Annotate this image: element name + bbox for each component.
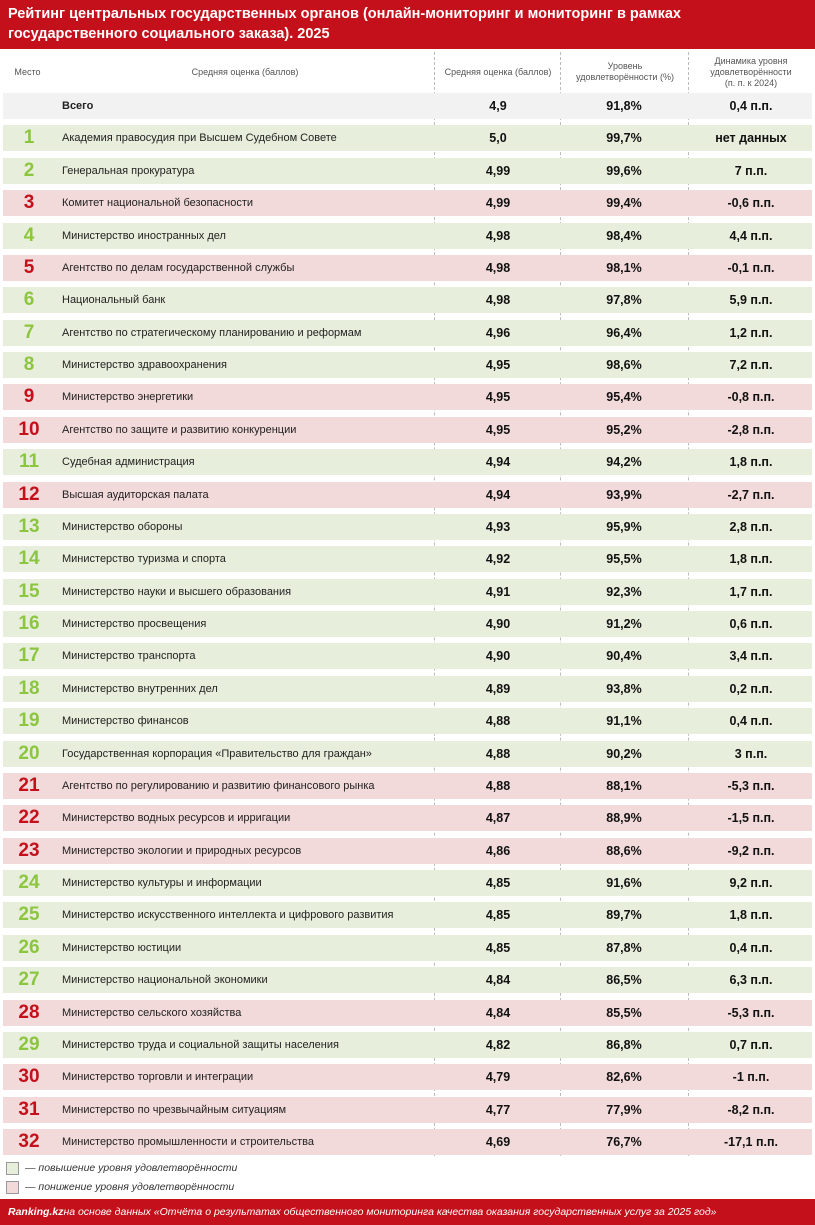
header-dynamics-main: Динамика уровня удовлетворённости	[710, 55, 792, 77]
rank-number: 28	[18, 1001, 40, 1023]
table-row	[3, 1032, 812, 1058]
table-row	[3, 320, 812, 346]
satisfaction-level: 99,6%	[606, 163, 642, 178]
rank-number: 15	[18, 580, 40, 602]
satisfaction-level: 82,6%	[606, 1070, 642, 1085]
average-score: 4,98	[485, 260, 511, 275]
agency-name: Министерство обороны	[62, 520, 183, 533]
agency-name: Агентство по стратегическому планированию и реформам	[62, 326, 362, 339]
satisfaction-level: 91,8%	[606, 99, 642, 113]
agency-name: Министерство финансов	[62, 715, 189, 728]
average-score: 4,87	[485, 811, 511, 826]
rank-number: 7	[23, 321, 35, 343]
satisfaction-dynamics: 1,2 п.п.	[729, 325, 773, 340]
satisfaction-level: 98,4%	[606, 228, 642, 243]
agency-name: Министерство транспорта	[62, 650, 196, 663]
header-dynamics	[690, 52, 812, 92]
agency-name: Высшая аудиторская палата	[62, 488, 209, 501]
rank-number: 20	[18, 742, 40, 764]
rank-number: 22	[18, 807, 40, 829]
satisfaction-level: 98,6%	[606, 358, 642, 372]
agency-name: Генеральная прокуратура	[62, 164, 195, 177]
rank-number: 26	[18, 936, 40, 958]
rank-number: 6	[23, 289, 35, 311]
legend-down	[6, 1179, 234, 1195]
agency-name: Министерство просвещения	[62, 618, 207, 630]
satisfaction-level: 90,2%	[606, 746, 642, 761]
satisfaction-dynamics: 0,7 п.п.	[729, 1037, 773, 1052]
average-score: 4,96	[485, 325, 511, 340]
average-score: 4,88	[485, 714, 511, 729]
agency-name: Министерство водных ресурсов и ирригации	[62, 812, 291, 825]
table-row	[3, 1064, 812, 1090]
rank-number: 29	[18, 1033, 40, 1055]
footer-source: на основе данных «Отчёта о результатах общественного мониторинга качества оказания государственных услуг за 2025 год»	[63, 1206, 717, 1218]
satisfaction-level: 91,6%	[606, 876, 642, 890]
agency-name: Государственная корпорация «Правительство для граждан»	[62, 747, 372, 760]
satisfaction-level: 85,5%	[606, 1005, 642, 1020]
satisfaction-level: 77,9%	[606, 1102, 642, 1117]
average-score: 4,95	[485, 422, 511, 437]
table-row	[3, 287, 812, 313]
table-row	[3, 579, 812, 605]
table-row	[3, 482, 812, 508]
average-score: 4,95	[485, 390, 511, 405]
table-row	[3, 935, 812, 961]
average-score: 4,84	[485, 1005, 511, 1020]
agency-name: Министерство экологии и природных ресурсов	[62, 844, 302, 857]
satisfaction-dynamics: -8,2 п.п.	[727, 1102, 775, 1117]
rank-number: 21	[18, 774, 40, 796]
average-score: 4,92	[485, 552, 511, 567]
agency-name: Агентство по регулированию и развитию финансового рынка	[62, 779, 375, 792]
satisfaction-dynamics: -0,8 п.п.	[727, 390, 775, 405]
satisfaction-level: 99,4%	[606, 196, 642, 211]
header-satisfaction: Уровень удовлетворённости (%)	[576, 61, 674, 82]
satisfaction-dynamics: 0,4 п.п.	[729, 940, 773, 955]
table-row	[3, 967, 812, 993]
rank-number: 31	[18, 1098, 40, 1120]
satisfaction-dynamics: 0,2 п.п.	[729, 681, 773, 696]
rank-number: 32	[18, 1131, 40, 1152]
rank-number: 10	[18, 418, 40, 440]
agency-name: Комитет национальной безопасности	[62, 197, 254, 210]
rank-number: 16	[18, 613, 40, 634]
satisfaction-level: 88,9%	[606, 811, 642, 826]
source-footer	[0, 1199, 815, 1225]
satisfaction-dynamics: -5,3 п.п.	[727, 1005, 775, 1020]
satisfaction-dynamics: нет данных	[715, 131, 787, 146]
average-score: 4,82	[485, 1037, 511, 1052]
table-row	[3, 223, 812, 249]
satisfaction-level: 91,1%	[606, 714, 642, 729]
average-score: 4,88	[485, 746, 511, 761]
satisfaction-dynamics: -2,8 п.п.	[727, 422, 775, 437]
rank-number: 5	[23, 256, 35, 278]
satisfaction-level: 87,8%	[606, 940, 642, 955]
table-row	[3, 417, 812, 443]
agency-name: Агентство по делам государственной службы	[62, 261, 295, 274]
rank-number: 23	[18, 839, 40, 861]
average-score: 4,84	[485, 973, 511, 988]
average-score: 4,94	[485, 455, 511, 470]
satisfaction-dynamics: 0,4 п.п.	[729, 99, 773, 113]
agency-name: Министерство торговли и интеграции	[62, 1071, 254, 1084]
satisfaction-level: 93,8%	[606, 681, 642, 696]
rank-number: 4	[23, 224, 35, 246]
average-score: 4,94	[485, 487, 511, 502]
header-name: Средняя оценка (баллов)	[191, 66, 299, 77]
agency-name: Министерство сельского хозяйства	[62, 1006, 242, 1019]
satisfaction-dynamics: 2,8 п.п.	[729, 519, 773, 534]
header-place: Место	[14, 66, 41, 77]
average-score: 4,85	[485, 940, 511, 955]
satisfaction-level: 99,7%	[606, 131, 642, 146]
rank-number: 2	[23, 159, 35, 181]
satisfaction-level: 88,1%	[606, 778, 642, 793]
agency-name: Судебная администрация	[62, 456, 195, 469]
total-row	[3, 93, 812, 119]
rank-number: 9	[23, 386, 35, 408]
satisfaction-dynamics: 0,4 п.п.	[729, 714, 773, 729]
table-row	[3, 546, 812, 572]
agency-name: Министерство юстиции	[62, 941, 182, 954]
satisfaction-level: 88,6%	[606, 843, 642, 858]
rank-number: 8	[23, 354, 35, 375]
satisfaction-dynamics: -0,6 п.п.	[727, 196, 775, 211]
table-row	[3, 676, 812, 702]
satisfaction-dynamics: 0,6 п.п.	[729, 617, 773, 631]
satisfaction-level: 90,4%	[606, 649, 642, 664]
average-score: 4,88	[485, 778, 511, 793]
satisfaction-dynamics: 7,2 п.п.	[729, 358, 773, 372]
agency-name: Министерство внутренних дел	[62, 682, 218, 695]
agency-name: Министерство труда и социальной защиты населения	[62, 1038, 339, 1051]
table-row	[3, 611, 812, 637]
table-row	[3, 1129, 812, 1155]
satisfaction-dynamics: 1,8 п.п.	[729, 455, 773, 470]
table-row	[3, 158, 812, 184]
chart-title: Рейтинг центральных государственных органов (онлайн-мониторинг и мониторинг в рамках государственного социального заказа). 2025	[0, 0, 815, 49]
satisfaction-dynamics: 7 п.п.	[734, 163, 768, 178]
satisfaction-dynamics: 3 п.п.	[734, 746, 768, 761]
table-row	[3, 805, 812, 831]
table-row	[3, 190, 812, 216]
table-row	[3, 870, 812, 896]
table-row	[3, 449, 812, 475]
rank-number: 14	[18, 548, 40, 570]
average-score: 4,99	[485, 163, 511, 178]
table-row	[3, 255, 812, 281]
average-score: 4,91	[485, 584, 511, 599]
table-row	[3, 773, 812, 799]
table-row	[3, 741, 812, 767]
average-score: 4,69	[485, 1135, 511, 1149]
satisfaction-level: 89,7%	[606, 908, 642, 923]
satisfaction-dynamics: -5,3 п.п.	[727, 778, 775, 793]
satisfaction-dynamics: 1,7 п.п.	[729, 584, 773, 599]
satisfaction-dynamics: -2,7 п.п.	[727, 487, 775, 502]
satisfaction-level: 96,4%	[606, 325, 642, 340]
satisfaction-dynamics: 1,8 п.п.	[729, 908, 773, 923]
table-row	[3, 1000, 812, 1026]
agency-name: Министерство энергетики	[62, 391, 194, 404]
average-score: 4,90	[485, 649, 511, 664]
agency-name: Министерство промышленности и строительства	[62, 1136, 314, 1148]
satisfaction-dynamics: 1,8 п.п.	[729, 552, 773, 567]
satisfaction-level: 95,5%	[606, 552, 642, 567]
legend-down-swatch	[6, 1181, 19, 1194]
satisfaction-dynamics: -1,5 п.п.	[727, 811, 775, 826]
legend-up-label: — повышение уровня удовлетворённости	[25, 1162, 238, 1174]
agency-name: Министерство культуры и информации	[62, 877, 262, 889]
satisfaction-dynamics: 3,4 п.п.	[729, 649, 773, 664]
agency-name: Министерство по чрезвычайным ситуациям	[62, 1103, 287, 1116]
satisfaction-dynamics: -9,2 п.п.	[727, 843, 775, 858]
satisfaction-level: 95,4%	[606, 390, 642, 405]
header-dynamics-unit: (п. п. к 2024)	[724, 77, 778, 88]
agency-name: Министерство иностранных дел	[62, 229, 226, 242]
satisfaction-level: 86,5%	[606, 973, 642, 988]
table-row	[3, 384, 812, 410]
average-score: 4,77	[485, 1102, 511, 1117]
satisfaction-dynamics: 5,9 п.п.	[729, 293, 773, 308]
rank-number: 3	[23, 192, 35, 214]
rank-number: 11	[18, 451, 40, 473]
average-score: 4,99	[485, 196, 511, 211]
average-score: 4,98	[485, 293, 511, 308]
table-row	[3, 1097, 812, 1123]
agency-name: Министерство искусственного интеллекта и цифрового развития	[62, 909, 394, 922]
rank-number	[3, 93, 55, 119]
average-score: 5,0	[489, 131, 507, 146]
agency-name: Министерство здравоохранения	[62, 359, 227, 371]
table-row	[3, 125, 812, 151]
rank-number: 27	[18, 969, 40, 991]
average-score: 4,93	[485, 519, 511, 534]
agency-name: Министерство науки и высшего образования	[62, 585, 292, 598]
average-score: 4,85	[485, 908, 511, 923]
satisfaction-dynamics: -17,1 п.п.	[723, 1135, 778, 1149]
satisfaction-level: 76,7%	[606, 1135, 642, 1149]
average-score: 4,90	[485, 617, 511, 631]
average-score: 4,85	[485, 876, 511, 890]
average-score: 4,95	[485, 358, 511, 372]
agency-name: Национальный банк	[62, 294, 166, 307]
satisfaction-dynamics: 4,4 п.п.	[729, 228, 773, 243]
satisfaction-level: 93,9%	[606, 487, 642, 502]
rank-number: 30	[18, 1066, 40, 1088]
average-score: 4,9	[489, 99, 507, 113]
satisfaction-level: 91,2%	[606, 617, 642, 631]
satisfaction-level: 95,2%	[606, 422, 642, 437]
table-row	[3, 902, 812, 928]
agency-name: Всего	[62, 100, 94, 112]
table-row	[3, 352, 812, 378]
satisfaction-level: 86,8%	[606, 1037, 642, 1052]
agency-name: Министерство туризма и спорта	[62, 553, 226, 566]
average-score: 4,89	[485, 681, 511, 696]
agency-name: Министерство национальной экономики	[62, 974, 268, 987]
table-row	[3, 643, 812, 669]
rank-number: 24	[18, 872, 40, 893]
satisfaction-dynamics: -1 п.п.	[732, 1070, 770, 1085]
legend-up-swatch	[6, 1162, 19, 1175]
rank-number: 17	[18, 645, 40, 667]
satisfaction-level: 92,3%	[606, 584, 642, 599]
satisfaction-level: 95,9%	[606, 519, 642, 534]
rank-number: 19	[18, 710, 40, 732]
satisfaction-dynamics: 6,3 п.п.	[729, 973, 773, 988]
rank-number: 13	[18, 515, 40, 537]
satisfaction-level: 94,2%	[606, 455, 642, 470]
satisfaction-dynamics: -0,1 п.п.	[727, 260, 775, 275]
agency-name: Агентство по защите и развитию конкуренции	[62, 423, 297, 436]
legend-up	[6, 1160, 237, 1176]
legend-down-label: — понижение уровня удовлетворённости	[25, 1181, 235, 1193]
rank-number: 12	[18, 483, 40, 505]
table-row	[3, 838, 812, 864]
satisfaction-dynamics: 9,2 п.п.	[729, 876, 773, 890]
agency-name: Академия правосудия при Высшем Судебном Совете	[62, 132, 337, 145]
average-score: 4,86	[485, 843, 511, 858]
rank-number: 25	[18, 904, 40, 926]
satisfaction-level: 98,1%	[606, 260, 642, 275]
header-score: Средняя оценка (баллов)	[444, 66, 552, 77]
satisfaction-level: 97,8%	[606, 293, 642, 308]
average-score: 4,79	[485, 1070, 511, 1085]
footer-brand: Ranking.kz	[8, 1206, 64, 1218]
rank-number: 1	[23, 127, 35, 149]
average-score: 4,98	[485, 228, 511, 243]
table-row	[3, 708, 812, 734]
rank-number: 18	[18, 677, 40, 699]
table-row	[3, 514, 812, 540]
